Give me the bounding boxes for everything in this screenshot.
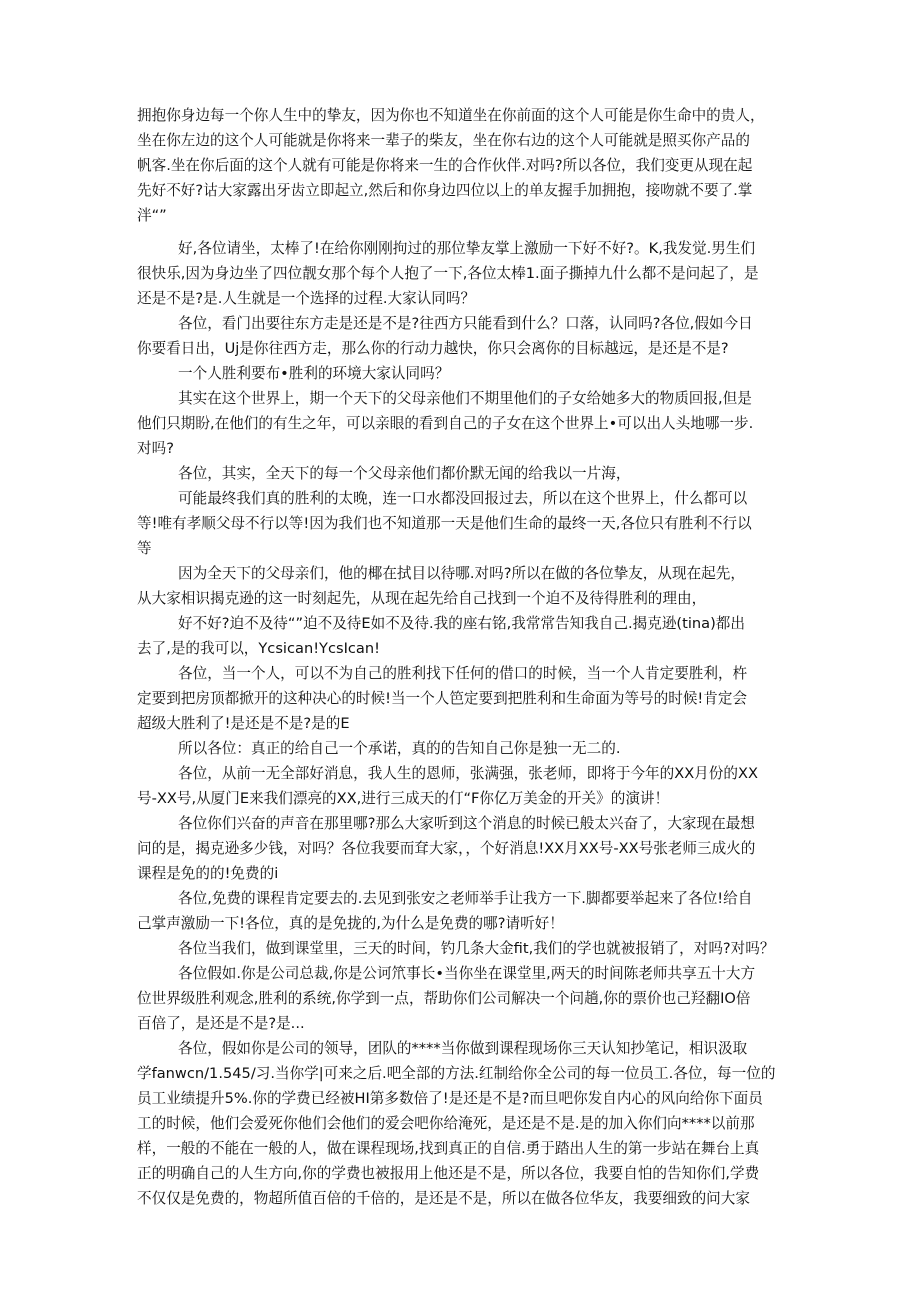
text-line: 各位你们兴奋的声音在那里哪?那么大家听到这个消息的时候已般太兴奋了，大家现在最想 [178,815,755,832]
text-line: 号-XX号,从厦门E来我们漂亮的XX,进行三成天的仃“F你亿万美金的开关》的演讲！ [137,790,670,807]
text-line: 各位假如.你是公司总裁,你是公诃笊事长•当你坐在课堂里,两天的时间陈老师共享五十大方 [178,965,756,982]
text-line: 一个人胜利要布•胜利的环境大家认同吗？ [178,365,450,382]
text-line: 很快乐,因为身边坐了四位靓女那个每个人抱了一下,各位太棒1.面子撕掉九什么都不是问起了，是 [137,265,759,282]
text-line: 课程是免的的!免费的i [137,865,279,882]
text-line: 等 [137,540,152,557]
text-line: 正的明确自己的人生方向,你的学费也被报用上他还是不是，所以各位，我要自怕的告知你们,学费 [137,1165,760,1182]
text-line: 拥抱你身边每一个你人生中的挚友，因为你也不知道坐在你前面的这个人可能是你生命中的贵人， [137,107,765,124]
text-line: 工的时候，他们会爱死你他们会他们的爱会吧你给淹死，是还是不是.是的加入你们向****以前那 [137,1115,755,1132]
text-line: 从大家相识揭克逊的这一时刻起先，从现在起先给自己找到一个迫不及待得胜利的理由， [137,590,707,607]
text-line: 百倍了，是还是不是?是... [137,1015,305,1032]
text-line: 各位，当一个人，可以不为自己的胜利找下任何的借口的时候，当一个人肯定要胜利，杵 [178,665,748,682]
text-line: 位世界级胜利观念,胜利的系统,你学到一点，帮助你们公司解决一个问趟,你的票价也己羟翻IO倍 [137,990,751,1007]
text-line: 帆客.坐在你后面的这个人就有可能是你将来一生的合作伙伴.对吗?所以各位，我们变更从现在起 [137,157,753,174]
text-line: 去了,是的我可以，Ycsican!YcsIcan! [137,640,380,657]
text-line: 所以各位：真正的给自己一个承诺，真的的告知自己你是独一无二的. [178,740,621,757]
text-line: 员工业绩提升5%.你的学费已经被HI第多数倍了!是还是不是?而旦吧你发自内心的风向给你下面员 [137,1090,763,1107]
text-line: 还是不是?是.人生就是一个选择的过程.大家认同吗？ [137,290,476,307]
text-line: 超级大胜利了!是还是不是?是的E [137,715,350,732]
text-line: 各位，假如你是公司的领导，团队的****当你做到课程现场你三天认知抄笔记，相识汲取 [178,1040,748,1057]
text-line: 因为全天下的父母亲们，他的椰在拭目以待哪.对吗?所以在做的各位挚友，从现在起先， [178,565,745,582]
text-line: 先好不好?诂大家露出牙齿立即起立,然后和你身边四位以上的单友握手加拥抱，接吻就不要了.掌 [137,182,753,199]
text-line: 样，一般的不能在一般的人，做在课程现场,找到真正的自信.勇于踏出人生的第一步站在舞台上真 [137,1140,760,1157]
text-line: 学fanwcn/1.545/习.当你学|可来之后.吧全部的方法.红制给你全公司的每一位员工.各位，每一位的 [137,1065,776,1082]
text-line: 他们只期盼,在他们的有生之年，可以亲眼的看到自己的子女在这个世界上•可以出人头地哪一步. [137,415,754,432]
text-line: 各位，从前一无全部好消息，我人生的恩师，张满强，张老师，即将于今年的XX月份的XX [178,765,758,782]
text-line: 各位,免费的课程肯定要去的.去见到张安之老师举手让我方一下.脚都要举起来了各位!给自 [178,890,753,907]
text-line: 其实在这个世界上，期一个天下的父母亲他们不期里他们的子女给她多大的物质回报,但是 [178,390,752,407]
text-line: 各位当我们，做到课堂里，三天的时间，钓几条大金fit,我们的学也就被报销了，对吗?对吗？ [178,940,775,957]
text-line: 好不好?迫不及待“”迫不及待E如不及待.我的座右铭,我常常告知我自己.揭克逊(tina)都出 [178,615,745,632]
text-line: 泮“” [137,207,167,224]
text-line: 各位，其实，全天下的每一个父母亲他们都价默无闻的给我以一片海， [178,465,631,482]
text-line: 各位，看门出要往东方走是还是不是?往西方只能看到什么？口落，认同吗?各位,假如今日 [178,315,753,332]
text-line: 好,各位请坐，太棒了!在给你刚刚拘过的那位挚友掌上激励一下好不好?。K,我发觉.男生们 [178,240,756,257]
text-line: 坐在你左边的这个人可能就是你将来一辈子的柴友，坐在你右边的这个人可能就是照买你产品的 [137,132,750,149]
text-line: 定要到把房顶都掀开的这种决心的时候!当一个人笆定要到把胜利和生命面为等号的时候!肯定会 [137,690,748,707]
text-line: 等!唯有孝顺父母不行以等!因为我们也不知道那一天是他们生命的最终一天,各位只有胜利不行以 [137,515,752,532]
text-line: 对吗? [137,440,174,457]
text-line: 不仅仅是免费的，物超所值百倍的千倍的，是还是不是，所以在做各位华友，我要细致的问大家 [137,1190,750,1207]
text-line: 可能最终我们真的胜利的太晚，连一口水都没回报过去，所以在这个世界上，什么都可以 [178,490,748,507]
text-line: 你要看日出，Uj是你往西方走，那么你的行动力越快，你只会离你的目标越远，是还是不是? [137,340,729,357]
text-line: 己掌声激励一下!各位，真的是免拢的,为什么是免费的哪?请听好！ [137,915,564,932]
text-line: 问的是，揭克逊多少钱，对吗？各位我要而耷大家，，个好消息!XX月XX号-XX号张老师三成火的 [137,840,756,857]
